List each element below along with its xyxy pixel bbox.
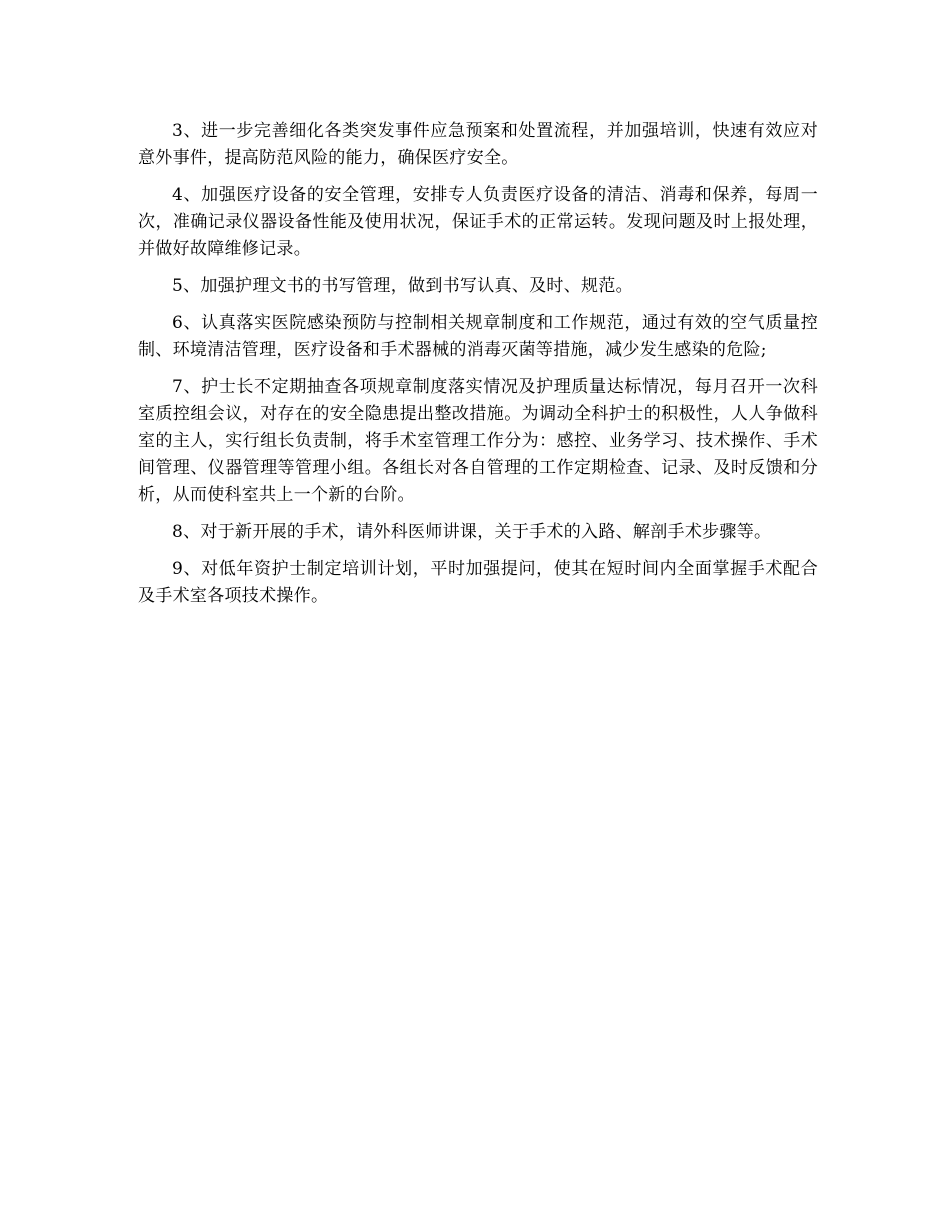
paragraph-item-5: 5、加强护理文书的书写管理，做到书写认真、及时、规范。 — [172, 276, 633, 296]
paragraph-item-6: 6、认真落实医院感染预防与控制相关规章制度和工作规范，通过有效的空气质量控制、环境清洁管理，医疗设备和手术器械的消毒灭菌等措施，减少发生感染的危险; — [138, 313, 818, 360]
paragraph-item-3: 3、进一步完善细化各类突发事件应急预案和处置流程，并加强培训，快速有效应对意外事件，提高防范风险的能力，确保医疗安全。 — [138, 121, 818, 168]
paragraph-item-8: 8、对于新开展的手术，请外科医师讲课，关于手术的入路、解剖手术步骤等。 — [172, 522, 772, 542]
paragraph-item-9: 9、对低年资护士制定培训计划，平时加强提问，使其在短时间内全面掌握手术配合及手术室各项技术操作。 — [138, 559, 818, 606]
paragraph-item-7: 7、护士长不定期抽查各项规章制度落实情况及护理质量达标情况，每月召开一次科室质控组会议，对存在的安全隐患提出整改措施。为调动全科护士的积极性，人人争做科室的主人，实行组长负责制，将手术室管理工作分为：感控、业务学习、技术操作、手术间管理、仪器管理等管理小组。各组长对各自管理的工作定期检查、记录、及时反馈和分析，从而使科室共上一个新的台阶。 — [138, 377, 818, 505]
document-body — [138, 118, 818, 610]
paragraph-item-4: 4、加强医疗设备的安全管理，安排专人负责医疗设备的清洁、消毒和保养，每周一次，准确记录仪器设备性能及使用状况，保证手术的正常运转。发现问题及时上报处理，并做好故障维修记录。 — [138, 185, 818, 259]
